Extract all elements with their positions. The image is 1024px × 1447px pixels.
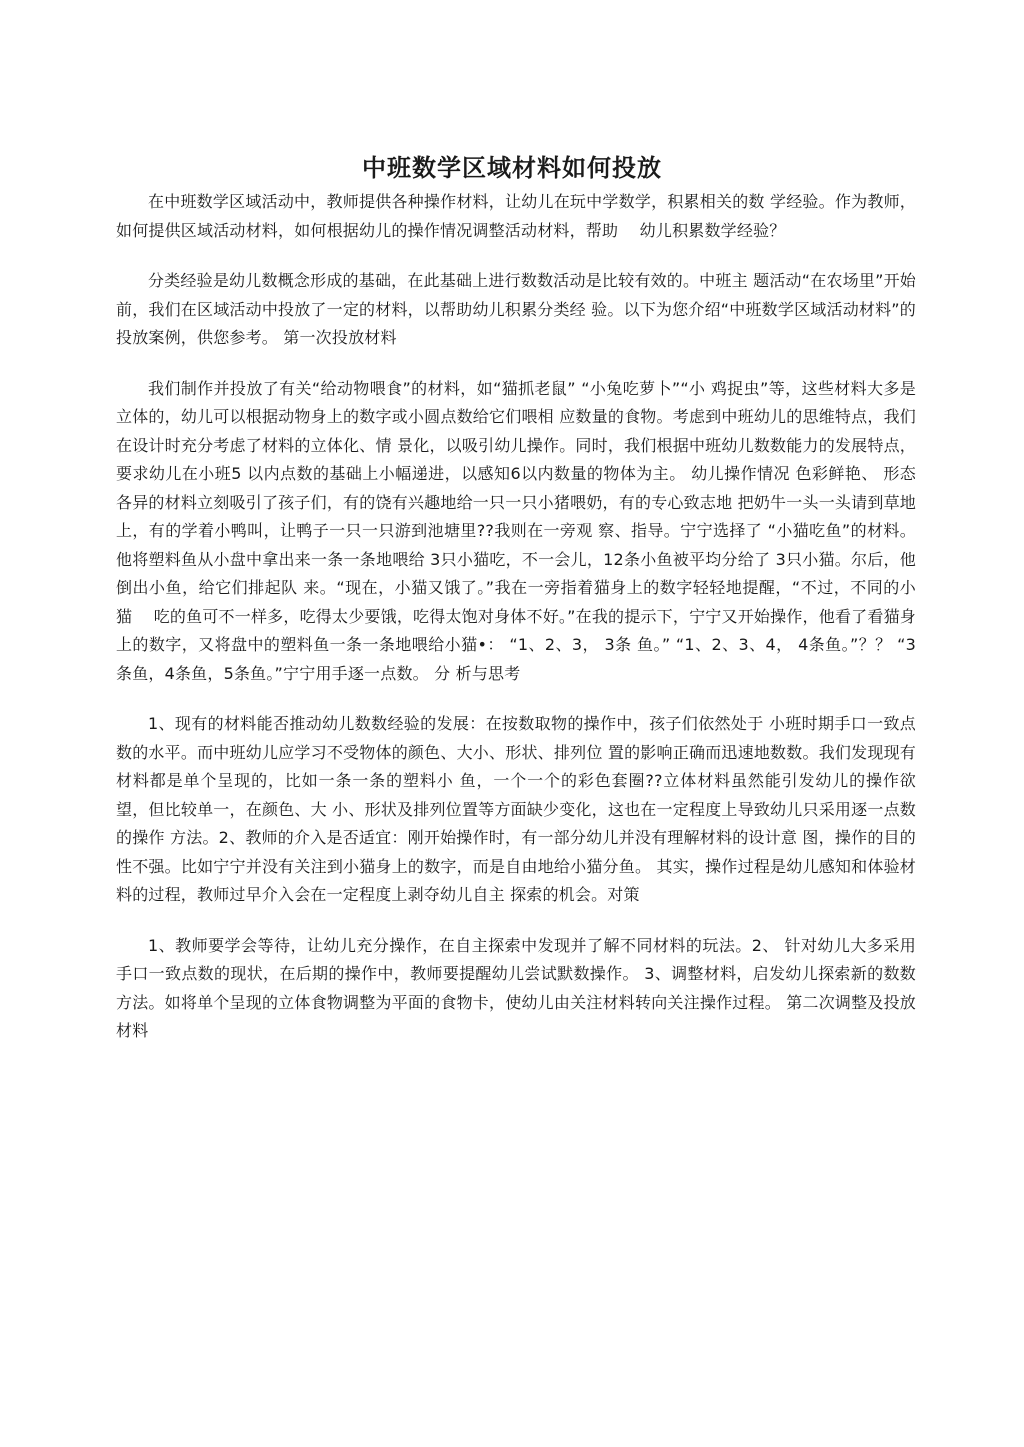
paragraph-classification: 分类经验是幼儿数概念形成的基础，在此基础上进行数数活动是比较有效的。中班主 题活动“在农场里”开始前，我们在区域活动中投放了一定的材料，以帮助幼儿积累分类经 验。以下为您介绍“中班数学区域活动材料”的投放案例，供您参考。 第一次投放材料 <box>116 271 916 347</box>
document-body <box>116 188 916 1068</box>
document-title: 中班数学区域材料如何投放 <box>362 153 662 183</box>
paragraph-analysis: 1、现有的材料能否推动幼儿数数经验的发展：在按数取物的操作中，孩子们依然处于 小班时期手口一致点数的水平。而中班幼儿应学习不受物体的颜色、大小、形状、排列位 置的影响正确而迅速地数数。我们发现现有材料都是单个呈现的，比如一条一条的塑料小 鱼，一个一个的彩色套圈??立体材料虽然能引发幼儿的操作欲望，但比较单一，在颜色、大 小、形状及排列位置等方面缺少变化，这也在一定程度上导致幼儿只采用逐一点数的操作 方法。2、教师的介入是否适宜：刚开始操作时，有一部分幼儿并没有理解材料的设计意 图，操作的目的性不强。比如宁宁并没有关注到小猫身上的数字，而是自由地给小猫分鱼。 其实，操作过程是幼儿感知和体验材料的过程，教师过早介入会在一定程度上剥夺幼儿自主 探索的机会。对策 <box>116 714 916 904</box>
paragraph-first-materials: 我们制作并投放了有关“给动物喂食”的材料，如“猫抓老鼠” “小兔吃萝卜”“小 鸡捉虫”等，这些材料大多是立体的，幼儿可以根据动物身上的数字或小圆点数给它们喂相 应数量的食物。考虑到中班幼儿的思维特点，我们在设计时充分考虑了材料的立体化、情 景化，以吸引幼儿操作。同时，我们根据中班幼儿数数能力的发展特点，要求幼儿在小班5 以内点数的基础上小幅递进，以感知6以内数量的物体为主。 幼儿操作情况 色彩鲜艳、 形态各异的材料立刻吸引了孩子们，有的饶有兴趣地给一只一只小猪喂奶，有的专心致志地 把奶牛一头一头请到草地上，有的学着小鸭叫，让鸭子一只一只游到池塘里??我则在一旁观 察、指导。宁宁选择了 “小猫吃鱼”的材料。他将塑料鱼从小盘中拿出来一条一条地喂给 3只小猫吃，不一会儿，12条小鱼被平均分给了 3只小猫。尔后，他倒出小鱼，给它们排起队 来。“现在，小猫又饿了。”我在一旁指着猫身上的数字轻轻地提醒，“不过，不同的小猫 吃的鱼可不一样多，吃得太少要饿，吃得太饱对身体不好。”在我的提示下，宁宁又开始操作，他看了看猫身上的数字，又将盘中的塑料鱼一条一条地喂给小猫•： “1、2、3， 3条 鱼。” “1、2、3、4， 4条鱼。”？？ “3条鱼，4条鱼，5条鱼。”宁宁用手逐一点数。 分 析与思考 <box>116 378 916 683</box>
paragraph-strategy: 1、教师要学会等待，让幼儿充分操作，在自主探索中发现并了解不同材料的玩法。2、 针对幼儿大多采用手口一致点数的现状，在后期的操作中，教师要提醒幼儿尝试默数操作。 3、调整材料，启发幼儿探索新的数数方法。如将单个呈现的立体食物调整为平面的食物卡，使幼儿由关注材料转向关注操作过程。 第二次调整及投放材料 <box>116 935 916 1040</box>
paragraph-intro: 在中班数学区域活动中，教师提供各种操作材料，让幼儿在玩中学数学，积累相关的数 学经验。作为教师，如何提供区域活动材料，如何根据幼儿的操作情况调整活动材料，帮助 幼儿积累数学经验？ <box>116 192 916 240</box>
